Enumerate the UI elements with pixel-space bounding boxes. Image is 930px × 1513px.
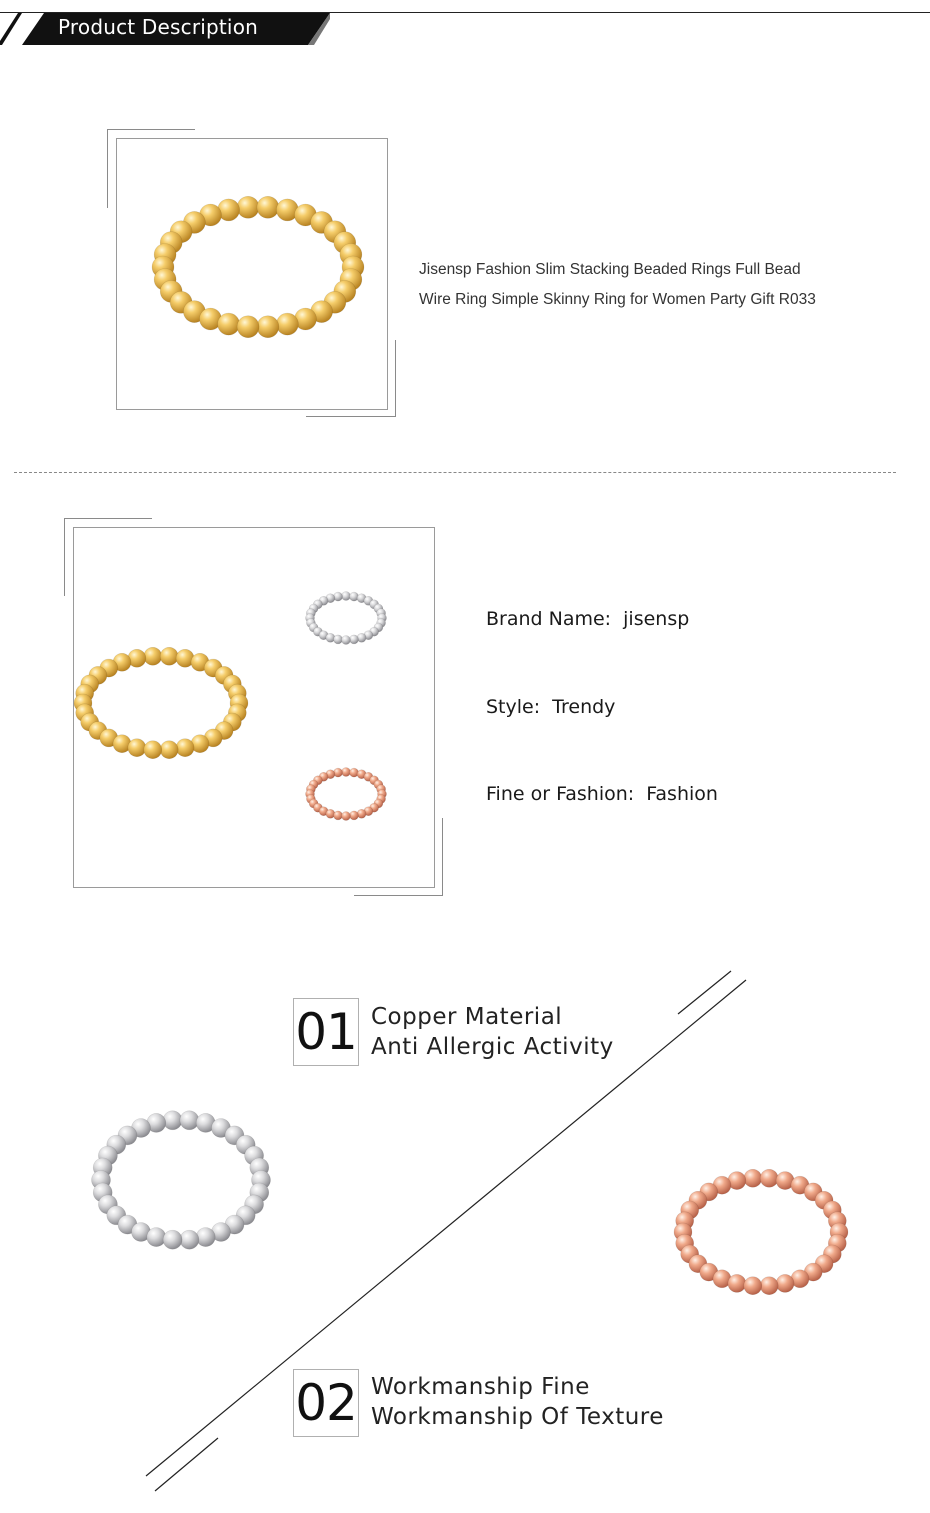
ring-bead [334,811,343,820]
feature-number-2: 02 [293,1369,359,1437]
ring-bead [728,1274,746,1292]
ring-bead [257,316,279,338]
frame-corner-line [107,129,108,208]
spec-fine-key: Fine or Fashion: [486,783,635,805]
ring-bead [342,592,351,601]
frame-corner-line [442,818,443,896]
ring-bead [163,1230,182,1249]
dashed-divider [14,472,896,473]
feature-number-1: 01 [293,998,359,1066]
ring-bead [163,1111,182,1130]
gold-ring-photo [116,138,388,410]
ring-bead [342,812,351,821]
ring-bead [218,313,240,335]
silver-ring-photo [80,1095,285,1265]
ring-bead [144,647,162,665]
feature-2-line-2: Workmanship Of Texture [371,1404,664,1430]
spec-style-key: Style: [486,696,541,718]
spec-brand-key: Brand Name: [486,608,612,630]
ring-bead [237,196,259,218]
feature-1-line-2: Anti Allergic Activity [371,1034,614,1060]
spec-brand [486,608,689,630]
ring-bead [196,1228,215,1247]
ring-bead [350,635,359,644]
ring-bead [176,739,194,757]
feature-2-text [371,1372,664,1432]
ring-bead [180,1230,199,1249]
ring-bead [744,1169,762,1187]
ring-bead [144,741,162,759]
ring-bead [760,1277,778,1295]
ring-bead [760,1169,778,1187]
frame-corner-line [64,518,65,596]
ring-bead [180,1111,199,1130]
spec-style [486,696,615,718]
section-title: Product Description [58,15,259,39]
product-title-line-1: Jisensp Fashion Slim Stacking Beaded Rings Full Bead [419,261,801,278]
frame-corner-line [354,895,443,896]
feature-2-line-1: Workmanship Fine [371,1374,590,1400]
product-title-line-2: Wire Ring Simple Skinny Ring for Women Party Gift R033 [419,291,816,308]
ring-bead [350,811,359,820]
ring-bead [276,313,298,335]
ring-bead [334,635,343,644]
three-rings-photo [73,527,435,888]
spec-fine-value: Fashion [646,783,718,805]
ring-bead [342,768,351,777]
spec-style-value: Trendy [552,696,616,718]
frame-corner-line [306,416,396,417]
ring-bead [147,1228,166,1247]
ring-bead [776,1274,794,1292]
gold-ring-image [117,139,387,409]
ring-bead [237,316,259,338]
spec-brand-value: jisensp [623,608,690,630]
feature-1-line-1: Copper Material [371,1004,563,1030]
ring-bead [128,739,146,757]
ring-bead [744,1277,762,1295]
ring-bead [160,647,178,665]
three-rings-image [74,528,434,887]
rose-ring-photo [660,1155,860,1315]
ring-bead [160,741,178,759]
frame-corner-line [107,129,195,130]
frame-corner-line [64,518,152,519]
feature-1-text [371,1002,614,1062]
ring-bead [342,636,351,645]
ring-bead [257,196,279,218]
frame-corner-line [395,340,396,417]
spec-fine-or-fashion [486,783,718,805]
